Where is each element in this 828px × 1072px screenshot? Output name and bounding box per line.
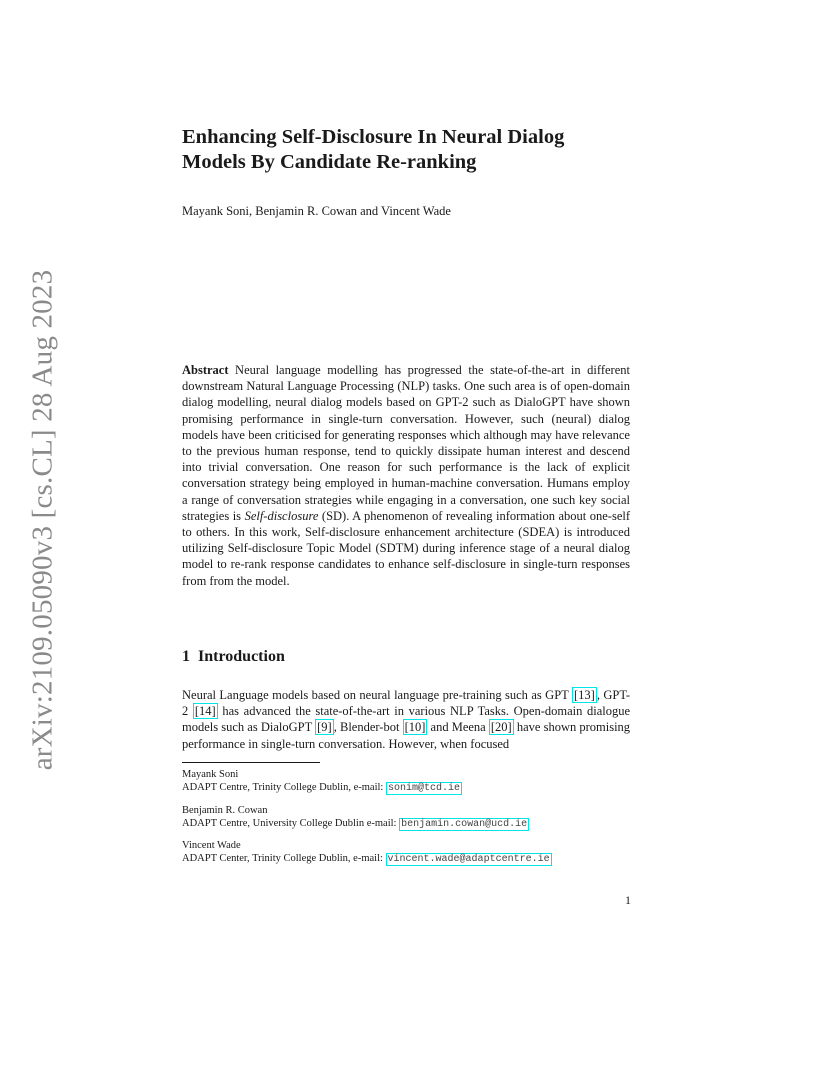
- abstract-label: Abstract: [182, 363, 229, 377]
- footnote-author-1: [182, 768, 632, 796]
- email-link[interactable]: vincent.wade@adaptcentre.ie: [387, 854, 550, 866]
- title-line-1: Enhancing Self-Disclosure In Neural Dialog: [182, 126, 565, 148]
- intro-text-4: , Blender-bot: [333, 720, 400, 735]
- footnote-author-2: [182, 804, 632, 832]
- footnote-affiliation: ADAPT Centre, Trinity College Dublin, e-mail:: [182, 782, 384, 794]
- footnote-affiliation: ADAPT Center, Trinity College Dublin, e-mail:: [182, 853, 383, 865]
- abstract-emphasis: Self-disclosure: [244, 508, 319, 523]
- email-link[interactable]: sonim@tcd.ie: [387, 783, 460, 795]
- section-number: 1: [182, 648, 190, 665]
- abstract-paragraph: [182, 362, 630, 589]
- intro-text-3: has advanced the state-of-the-art in various NLP Tasks. Open-domain dialogue models such as DialoGPT: [182, 704, 631, 735]
- citation-link-14[interactable]: [14]: [194, 704, 216, 719]
- footnote-author-3: [182, 839, 632, 867]
- intro-text-1: Neural Language models based on neural language pre-training such as GPT: [182, 688, 569, 702]
- citation-link-20[interactable]: [20]: [490, 720, 512, 735]
- introduction-paragraph: [182, 687, 630, 752]
- arxiv-identifier: arXiv:2109.05090v3 [cs.CL] 28 Aug 2023: [26, 269, 59, 771]
- footnote-name: Vincent Wade: [182, 840, 241, 852]
- abstract-text-1: Neural language modelling has progressed the state-of-the-art in different downstream Natural Language Processing (NLP) tasks. One such area is of open-domain dialog modelling, neural dialog models based on GPT-2 such as DialoGPT have shown promising performance in single-turn conversation. However, such (neural) dialog models have been criticised for generating responses which although may have relevance to the previous human response, tend to quickly dissipate human interest and descend into trivial conversation. One reason for such performance is the lack of explicit conversation strategy being employed in human-machine conversation. Humans employ a range of conversation strategies while engaging in a conversation, one such key social strategies is: [182, 363, 630, 523]
- footnote-affiliation: ADAPT Centre, University College Dublin e-mail:: [182, 817, 397, 829]
- page-number: 1: [625, 893, 631, 907]
- section-heading-introduction: [182, 648, 285, 666]
- arxiv-sidebar-stamp: [23, 269, 63, 771]
- paper-title: [182, 125, 642, 175]
- citation-link-9[interactable]: [9]: [317, 720, 332, 735]
- email-link[interactable]: benjamin.cowan@ucd.ie: [401, 818, 528, 830]
- citation-link-13[interactable]: [13]: [574, 688, 595, 702]
- abstract-text-2: (SD). A phenomenon of revealing information about one-self to others. In this work, Self-disclosure enhancement architecture (SDEA) is introduced utilizing Self-disclosure Topic Model (SDTM) during inference stage of a neural dialog model to re-rank response candidates to enhance self-disclosure in single-turn responses from from the model.: [182, 508, 631, 588]
- title-line-2: Models By Candidate Re-ranking: [182, 151, 477, 173]
- intro-text-5: and Meena: [430, 720, 486, 735]
- intro-text-2: , GPT-2: [182, 688, 630, 719]
- intro-text-6: have shown promising performance in single-turn conversation. However, when focused: [182, 720, 631, 751]
- citation-link-10[interactable]: [10]: [404, 720, 426, 735]
- footnote-name: Benjamin R. Cowan: [182, 804, 268, 816]
- section-title: Introduction: [198, 648, 285, 665]
- footnote-name: Mayank Soni: [182, 769, 239, 780]
- author-list: Mayank Soni, Benjamin R. Cowan and Vincent Wade: [182, 204, 451, 218]
- author-footnotes: [182, 768, 632, 875]
- footnote-divider: [182, 762, 320, 763]
